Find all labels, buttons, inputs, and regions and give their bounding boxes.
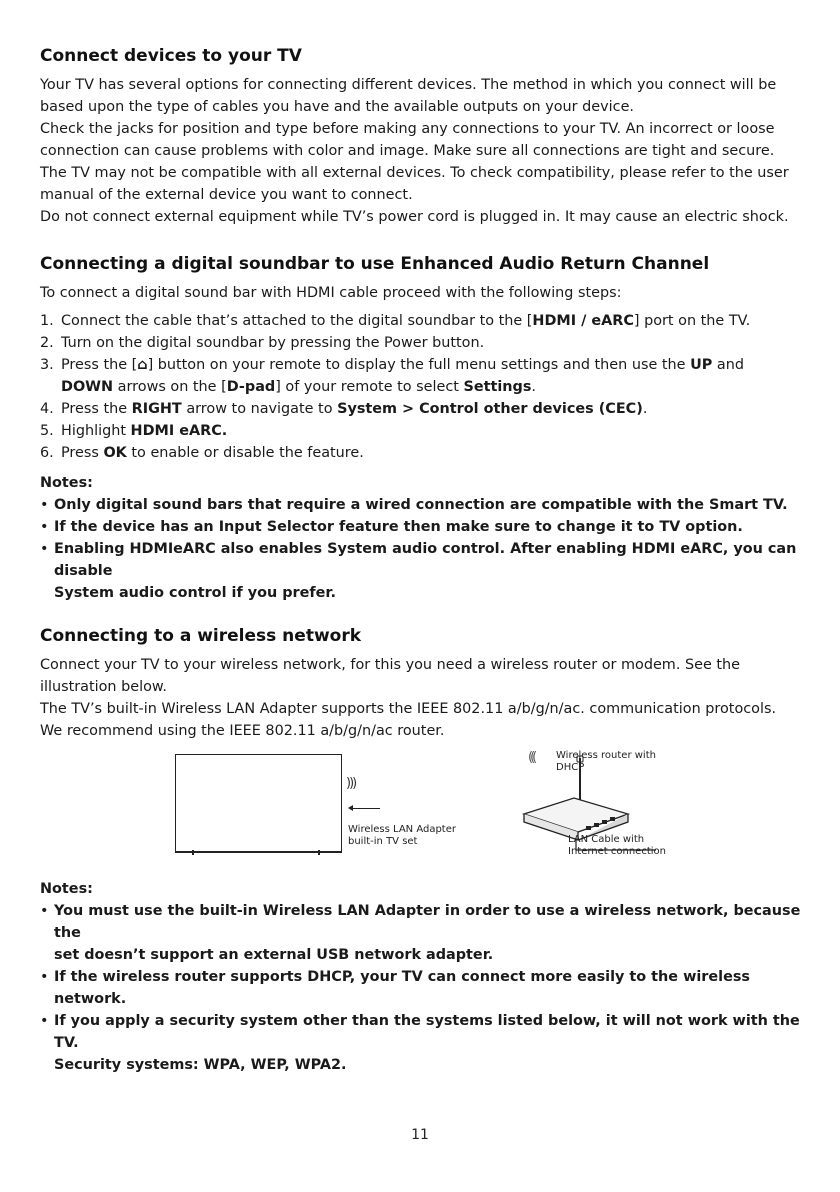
note-item: • Only digital sound bars that require a wired connection are compatible with the Smart TV. (40, 497, 788, 513)
paragraph-line: The TV may not be compatible with all external devices. To check compatibility, please refer to the user (40, 165, 789, 181)
note-item: • If the device has an Input Selector feature then make sure to change it to TV option. (40, 519, 743, 535)
wifi-waves-icon: ))) (346, 776, 356, 791)
tv-foot (318, 850, 320, 855)
router-label: Wireless router with DHCP (556, 750, 656, 773)
paragraph-line: Check the jacks for position and type before making any connections to your TV. An incorrect or loose (40, 121, 775, 137)
note-item: • You must use the built-in Wireless LAN Adapter in order to use a wireless network, because the set doesn’t support an external USB network adapter. (40, 903, 801, 963)
intro-text: To connect a digital sound bar with HDMI cable proceed with the following steps: (40, 285, 622, 301)
router-wifi-waves-icon: ((( (528, 750, 535, 765)
notes-list (40, 494, 810, 604)
step-item: 2. Turn on the digital soundbar by pressing the Power button. (40, 335, 485, 351)
paragraph-line: Do not connect external equipment while TV’s power cord is plugged in. It may cause an electric shock. (40, 209, 789, 225)
tv-foot (192, 850, 194, 855)
manual-page (40, 44, 810, 1094)
steps-list (40, 310, 810, 464)
notes-title: Notes: (40, 881, 93, 897)
tv-adapter-label: Wireless LAN Adapter built-in TV set (348, 824, 456, 847)
note-item: • If the wireless router supports DHCP, your TV can connect more easily to the wireless network. (40, 969, 750, 1007)
notes-list (40, 900, 810, 1076)
section-connect-devices (40, 44, 810, 228)
paragraph-line: manual of the external device you want to connect. (40, 187, 413, 203)
step-item: 5. Highlight HDMI eARC. (40, 423, 228, 439)
paragraph-line: We recommend using the IEEE 802.11 a/b/g/n/ac router. (40, 723, 445, 739)
paragraph-line: Connect your TV to your wireless network, for this you need a wireless router or modem. See the (40, 657, 741, 673)
notes-title: Notes: (40, 475, 93, 491)
section-wireless-network (40, 624, 810, 1076)
step-item: 1. Connect the cable that’s attached to the digital soundbar to the [HDMI / eARC] port on the TV. (40, 313, 751, 329)
step-item: 3. Press the [⌂] button on your remote to display the full menu settings and then use the UP and DOWN arrows on the [D-pad] of your remote to select Settings. (40, 357, 744, 395)
wireless-illustration (40, 750, 810, 870)
section-title: Connecting to a wireless network (40, 626, 362, 646)
note-item: • If you apply a security system other than the systems listed below, it will not work with the TV. Security systems: WPA, WEP, WPA2. (40, 1013, 800, 1073)
arrow-icon (350, 808, 380, 809)
paragraph-line: The TV’s built-in Wireless LAN Adapter supports the IEEE 802.11 a/b/g/n/ac. communication protocols. (40, 701, 777, 717)
paragraph-line: connection can cause problems with color and image. Make sure all connections are tight and secure. (40, 143, 775, 159)
step-item: 6. Press OK to enable or disable the feature. (40, 445, 364, 461)
tv-illustration (175, 754, 342, 853)
page-number: 11 (411, 1127, 429, 1143)
section-title: Connecting a digital soundbar to use Enhanced Audio Return Channel (40, 254, 710, 274)
section-soundbar-earc (40, 252, 810, 604)
step-item: 4. Press the RIGHT arrow to navigate to System > Control other devices (CEC). (40, 401, 648, 417)
section-title: Connect devices to your TV (40, 46, 302, 66)
paragraph-line: Your TV has several options for connecting different devices. The method in which you connect will be (40, 77, 777, 93)
home-icon: ⌂ (137, 357, 148, 373)
paragraph-line: based upon the type of cables you have and the available outputs on your device. (40, 99, 634, 115)
note-item: • Enabling HDMIeARC also enables System audio control. After enabling HDMI eARC, you can disable System audio control if you prefer. (40, 541, 797, 601)
paragraph-line: illustration below. (40, 679, 167, 695)
lan-cable-label: LAN Cable with Internet connection (568, 834, 666, 857)
